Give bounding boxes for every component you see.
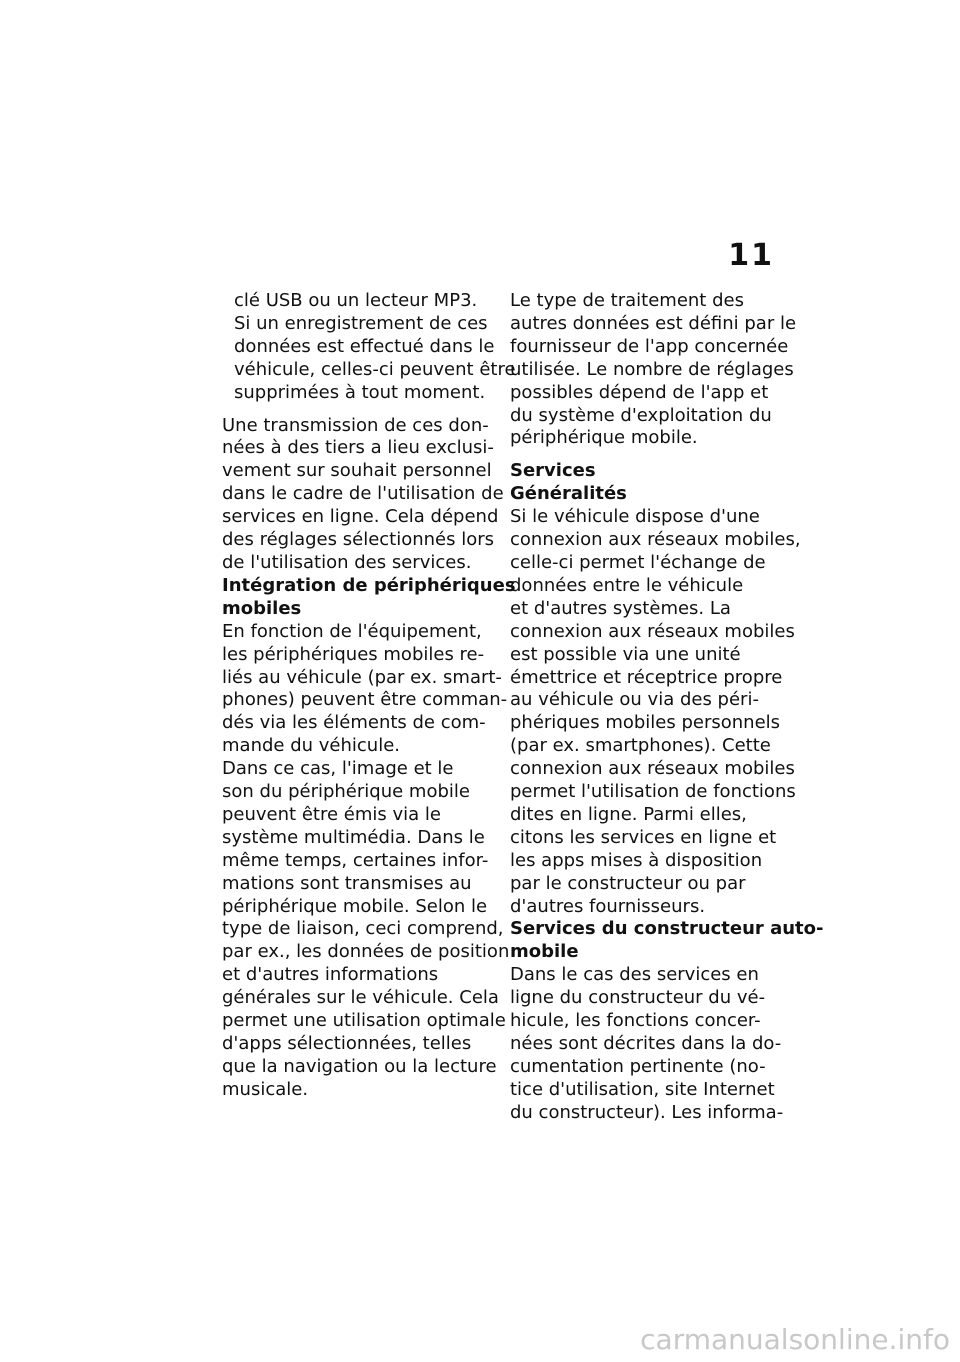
- text-line: les périphériques mobiles re-: [222, 643, 485, 665]
- text-line: type de liaison, ceci comprend,: [222, 918, 504, 940]
- text-line: dans le cadre de l'utilisation de: [222, 483, 504, 505]
- text-line: connexion aux réseaux mobiles,: [510, 529, 801, 551]
- text-line: peuvent être émis via le: [222, 803, 441, 825]
- text-line: Dans le cas des services en: [510, 964, 759, 986]
- text-line: tice d'utilisation, site Internet: [510, 1078, 775, 1100]
- text-line: phériques mobiles personnels: [510, 712, 781, 734]
- text-line: périphérique mobile. Selon le: [222, 895, 488, 917]
- text-line: ligne du constructeur du vé-: [510, 987, 766, 1009]
- text-line: Services du constructeur auto-: [510, 918, 824, 940]
- text-line: est possible via une unité: [510, 643, 741, 665]
- intro-paragraph: [222, 290, 516, 405]
- text-line: son du périphérique mobile: [222, 781, 470, 803]
- constructor-services-paragraph: [510, 964, 782, 1124]
- text-line: du système d'exploitation du: [510, 404, 772, 426]
- text-line: émettrice et réceptrice propre: [510, 666, 783, 688]
- text-line: générales sur le véhicule. Cela: [222, 987, 499, 1009]
- text-line: musicale.: [222, 1078, 309, 1100]
- text-line: par ex., les données de position: [222, 941, 510, 963]
- section-heading-constructor-services: [510, 918, 824, 964]
- text-line: cumentation pertinente (no-: [510, 1055, 766, 1077]
- text-line: des réglages sélectionnés lors: [222, 529, 495, 551]
- text-line: par le constructeur ou par: [510, 872, 746, 894]
- transmission-paragraph: [222, 414, 504, 575]
- text-line: nées sont décrites dans la do-: [510, 1033, 782, 1054]
- section-heading-mobile-devices: [222, 574, 516, 621]
- watermark: carmanualsonline.info: [640, 1323, 950, 1356]
- text-line: de l'utilisation des services.: [222, 551, 472, 573]
- text-line: mobile: [510, 941, 579, 963]
- text-line: connexion aux réseaux mobiles: [510, 620, 795, 642]
- text-line: fournisseur de l'app concernée: [510, 335, 789, 357]
- mobile-devices-paragraph: [222, 620, 510, 1102]
- text-line: d'autres fournisseurs.: [510, 895, 706, 917]
- text-line: hicule, les fonctions concer-: [510, 1010, 761, 1032]
- right-column: [510, 290, 824, 1125]
- text-line: celle-ci permet l'échange de: [510, 551, 766, 573]
- text-line: vement sur souhait personnel: [222, 460, 492, 482]
- text-line: et d'autres systèmes. La: [510, 597, 731, 619]
- text-line: utilisée. Le nombre de réglages: [510, 358, 794, 380]
- text-line: données entre le véhicule: [510, 574, 744, 596]
- text-line: dés via les éléments de com-: [222, 712, 486, 734]
- text-line: même temps, certaines infor-: [222, 849, 489, 871]
- left-column: [222, 290, 516, 1102]
- text-line: au véhicule ou via des péri-: [510, 689, 759, 711]
- text-line: liés au véhicule (par ex. smart-: [222, 666, 502, 688]
- services-paragraph: [510, 506, 801, 918]
- text-line: du constructeur). Les informa-: [510, 1101, 784, 1123]
- text-line: données est effectué dans le: [234, 335, 495, 357]
- text-line: que la navigation ou la lecture: [222, 1055, 497, 1077]
- text-line: dites en ligne. Parmi elles,: [510, 803, 747, 825]
- section-heading-services: [510, 460, 782, 506]
- text-line: citons les services en ligne et: [510, 826, 777, 848]
- text-line: mande du véhicule.: [222, 735, 400, 757]
- text-line: mations sont transmises au: [222, 872, 472, 894]
- text-line: phones) peuvent être comman-: [222, 689, 508, 711]
- text-line: supprimées à tout moment.: [234, 381, 486, 403]
- text-line: mobiles: [222, 597, 302, 619]
- text-line: et d'autres informations: [222, 964, 439, 986]
- text-line: clé USB ou un lecteur MP3.: [234, 290, 478, 311]
- page-number: 11: [728, 238, 774, 273]
- text-line: permet une utilisation optimale: [222, 1010, 506, 1032]
- text-line: périphérique mobile.: [510, 427, 698, 449]
- text-line: services en ligne. Cela dépend: [222, 506, 499, 528]
- text-line: Généralités: [510, 483, 627, 505]
- text-line: Le type de traitement des: [510, 290, 744, 311]
- text-line: Intégration de périphériques: [222, 574, 516, 596]
- text-line: possibles dépend de l'app et: [510, 381, 769, 403]
- text-line: En fonction de l'équipement,: [222, 620, 482, 642]
- text-line: Si le véhicule dispose d'une: [510, 506, 760, 528]
- text-line: autres données est défini par le: [510, 312, 797, 334]
- text-line: Services: [510, 460, 596, 482]
- text-line: système multimédia. Dans le: [222, 826, 485, 848]
- text-line: Une transmission de ces don-: [222, 414, 489, 436]
- text-line: (par ex. smartphones). Cette: [510, 735, 771, 757]
- text-line: véhicule, celles-ci peuvent être: [234, 358, 516, 380]
- text-line: nées à des tiers a lieu exclusi-: [222, 437, 494, 459]
- processing-paragraph: [510, 290, 797, 450]
- text-line: Si un enregistrement de ces: [234, 312, 488, 334]
- text-line: Dans ce cas, l'image et le: [222, 758, 454, 780]
- text-line: les apps mises à disposition: [510, 849, 763, 871]
- text-line: permet l'utilisation de fonctions: [510, 781, 796, 803]
- text-line: d'apps sélectionnées, telles: [222, 1033, 472, 1054]
- text-line: connexion aux réseaux mobiles: [510, 758, 795, 780]
